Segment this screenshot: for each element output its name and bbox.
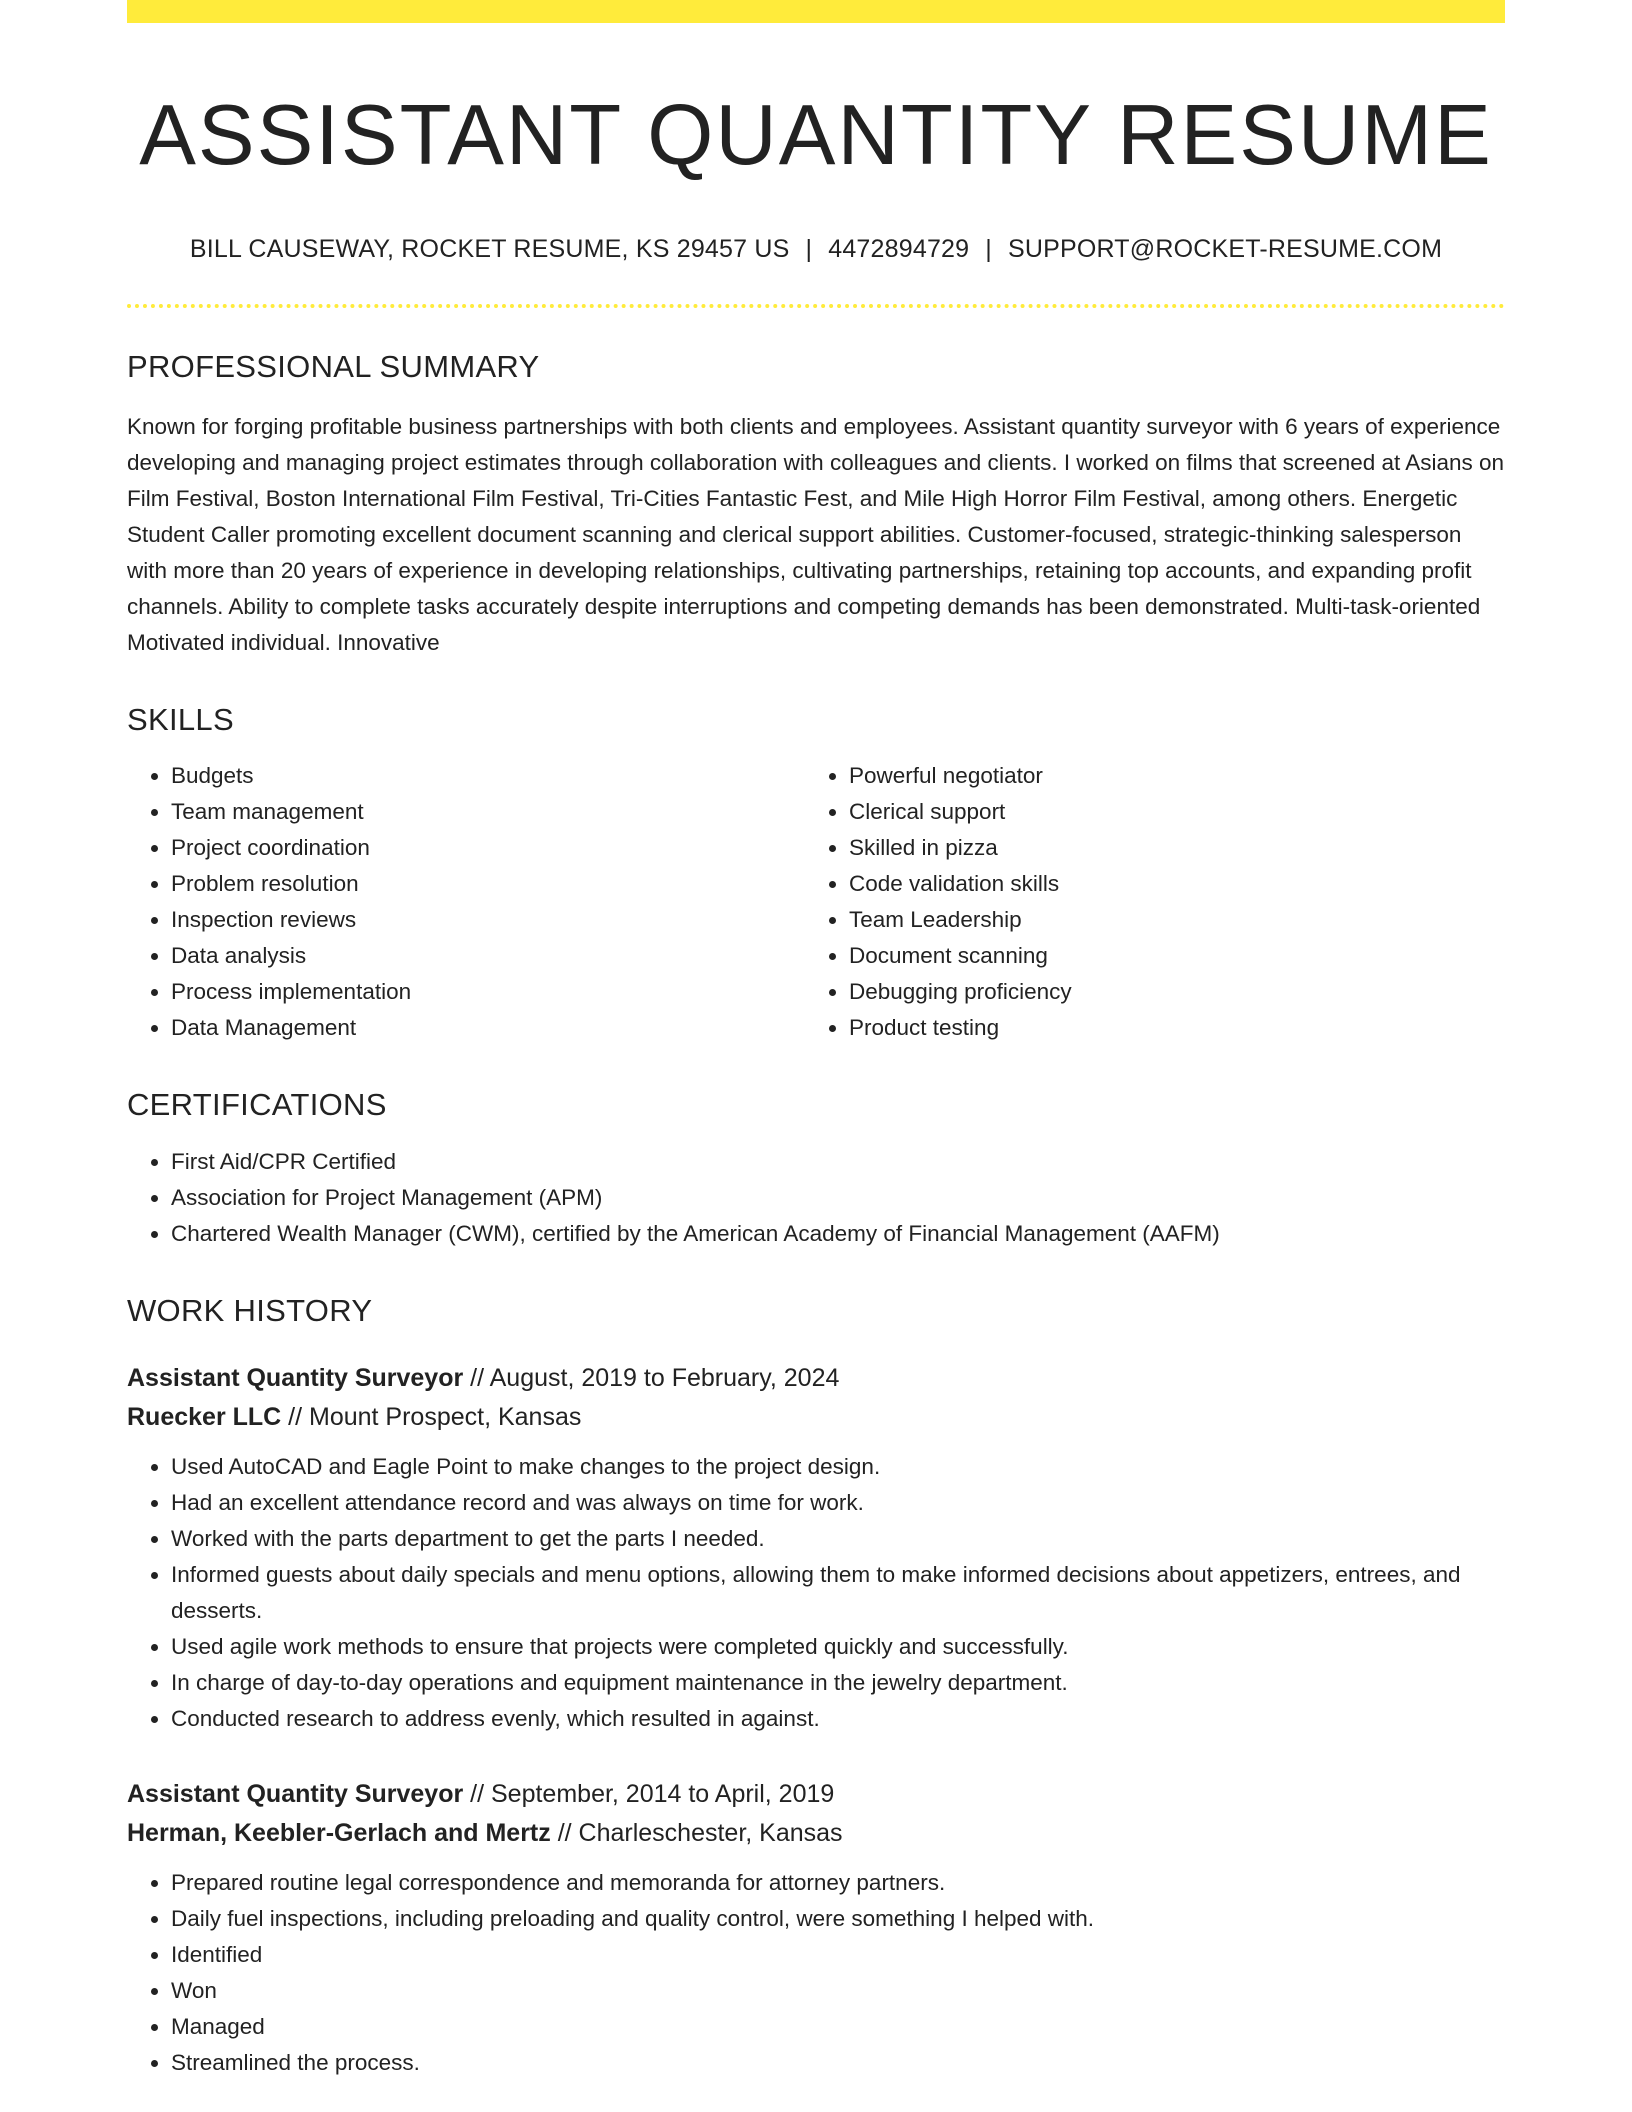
- contact-separator: |: [985, 235, 992, 263]
- job-dates: // September, 2014 to April, 2019: [463, 1779, 835, 1808]
- job-bullet: • Managed: [171, 2009, 1505, 2045]
- skill-item: • Budgets: [171, 758, 805, 794]
- skill-item: • Process implementation: [171, 974, 805, 1010]
- skills-left-list: [127, 758, 805, 1046]
- resume-title: ASSISTANT QUANTITY RESUME: [139, 88, 1493, 183]
- job-location: // Charleschester, Kansas: [550, 1818, 843, 1847]
- job-company-line: [127, 1398, 1505, 1437]
- job-bullet: • Had an excellent attendance record and was always on time for work.: [171, 1485, 1505, 1521]
- job-bullets: [127, 1449, 1505, 1737]
- contact-separator: |: [805, 235, 813, 263]
- skill-item: • Data analysis: [171, 938, 805, 974]
- job-bullet: • Conducted research to address evenly, which resulted in against.: [171, 1701, 1505, 1737]
- contact-email: SUPPORT@ROCKET-RESUME.COM: [1007, 235, 1443, 263]
- job-title-line: [127, 1775, 1505, 1814]
- skill-item: • Product testing: [849, 1010, 1483, 1046]
- job-bullet: • Used agile work methods to ensure that projects were completed quickly and successfully.: [171, 1629, 1505, 1665]
- skill-item: • Problem resolution: [171, 866, 805, 902]
- skill-item: • Data Management: [171, 1010, 805, 1046]
- certifications-list: [127, 1144, 1505, 1252]
- skills-columns: [127, 758, 1505, 1046]
- skills-heading: SKILLS: [127, 702, 234, 738]
- job-bullet: • Won: [171, 1973, 1505, 2009]
- skills-right-list: [805, 758, 1483, 1046]
- job-dates: // August, 2019 to February, 2024: [463, 1363, 840, 1392]
- summary-text: Known for forging profitable business partnerships with both clients and employees. Assistant quantity surveyor with 6 years of experience developing and managing project estimates through collaboration with colleagues and clients. I worked on films that screened at Asians on Film Festival, Boston International Film Festival, Tri-Cities Fantastic Fest, and Mile High Horror Film Festival, among others. Energetic Student Caller promoting excellent document scanning and clerical support abilities. Customer-focused, strategic-thinking salesperson with more than 20 years of experience in developing relationships, cultivating partnerships, retaining top accounts, and expanding profit channels. Ability to complete tasks accurately despite interruptions and competing demands has been demonstrated. Multi-task-oriented Motivated individual. Innovative: [127, 414, 1505, 656]
- skill-item: • Document scanning: [849, 938, 1483, 974]
- job-bullet: • Daily fuel inspections, including preloading and quality control, were something I helped with.: [171, 1901, 1505, 1937]
- job-entry: [127, 1775, 1505, 2081]
- job-bullet: • In charge of day-to-day operations and equipment maintenance in the jewelry department.: [171, 1665, 1505, 1701]
- job-bullet: • Used AutoCAD and Eagle Point to make changes to the project design.: [171, 1449, 1505, 1485]
- job-bullet: • Identified: [171, 1937, 1505, 1973]
- job-bullet: • Streamlined the process.: [171, 2045, 1505, 2081]
- certification-item: • First Aid/CPR Certified: [171, 1144, 1505, 1180]
- certification-item: • Chartered Wealth Manager (CWM), certified by the American Academy of Financial Management (AAFM): [171, 1216, 1505, 1252]
- work-history-heading: WORK HISTORY: [127, 1292, 373, 1328]
- resume-page: [127, 0, 1505, 2081]
- skill-item: • Inspection reviews: [171, 902, 805, 938]
- job-company-line: [127, 1814, 1505, 1853]
- skill-item: • Code validation skills: [849, 866, 1483, 902]
- job-title-line: [127, 1359, 1505, 1398]
- job-company: Ruecker LLC: [127, 1402, 282, 1431]
- skill-item: • Project coordination: [171, 830, 805, 866]
- job-location: // Mount Prospect, Kansas: [281, 1402, 582, 1431]
- contact-phone: 4472894729: [828, 235, 970, 263]
- job-bullet: • Worked with the parts department to get the parts I needed.: [171, 1521, 1505, 1557]
- job-entry: [127, 1359, 1505, 1737]
- job-title: Assistant Quantity Surveyor: [127, 1363, 464, 1392]
- skill-item: • Skilled in pizza: [849, 830, 1483, 866]
- skill-item: • Team management: [171, 794, 805, 830]
- job-company: Herman, Keebler-Gerlach and Mertz: [127, 1818, 551, 1847]
- skill-item: • Debugging proficiency: [849, 974, 1483, 1010]
- job-title: Assistant Quantity Surveyor: [127, 1779, 464, 1808]
- skill-item: • Powerful negotiator: [849, 758, 1483, 794]
- job-bullets: [127, 1865, 1505, 2081]
- certifications-heading: CERTIFICATIONS: [127, 1087, 387, 1123]
- contact-address: BILL CAUSEWAY, ROCKET RESUME, KS 29457 US: [189, 235, 790, 263]
- skill-item: • Clerical support: [849, 794, 1483, 830]
- job-bullet: • Informed guests about daily specials and menu options, allowing them to make informed decisions about appetizers, entrees, and desserts.: [171, 1557, 1505, 1629]
- job-bullet: • Prepared routine legal correspondence and memoranda for attorney partners.: [171, 1865, 1505, 1901]
- header-divider: [127, 304, 1505, 308]
- summary-heading: PROFESSIONAL SUMMARY: [127, 349, 540, 384]
- top-accent-bar: [127, 0, 1505, 23]
- certification-item: • Association for Project Management (APM): [171, 1180, 1505, 1216]
- skill-item: • Team Leadership: [849, 902, 1483, 938]
- contact-line: [127, 235, 1505, 264]
